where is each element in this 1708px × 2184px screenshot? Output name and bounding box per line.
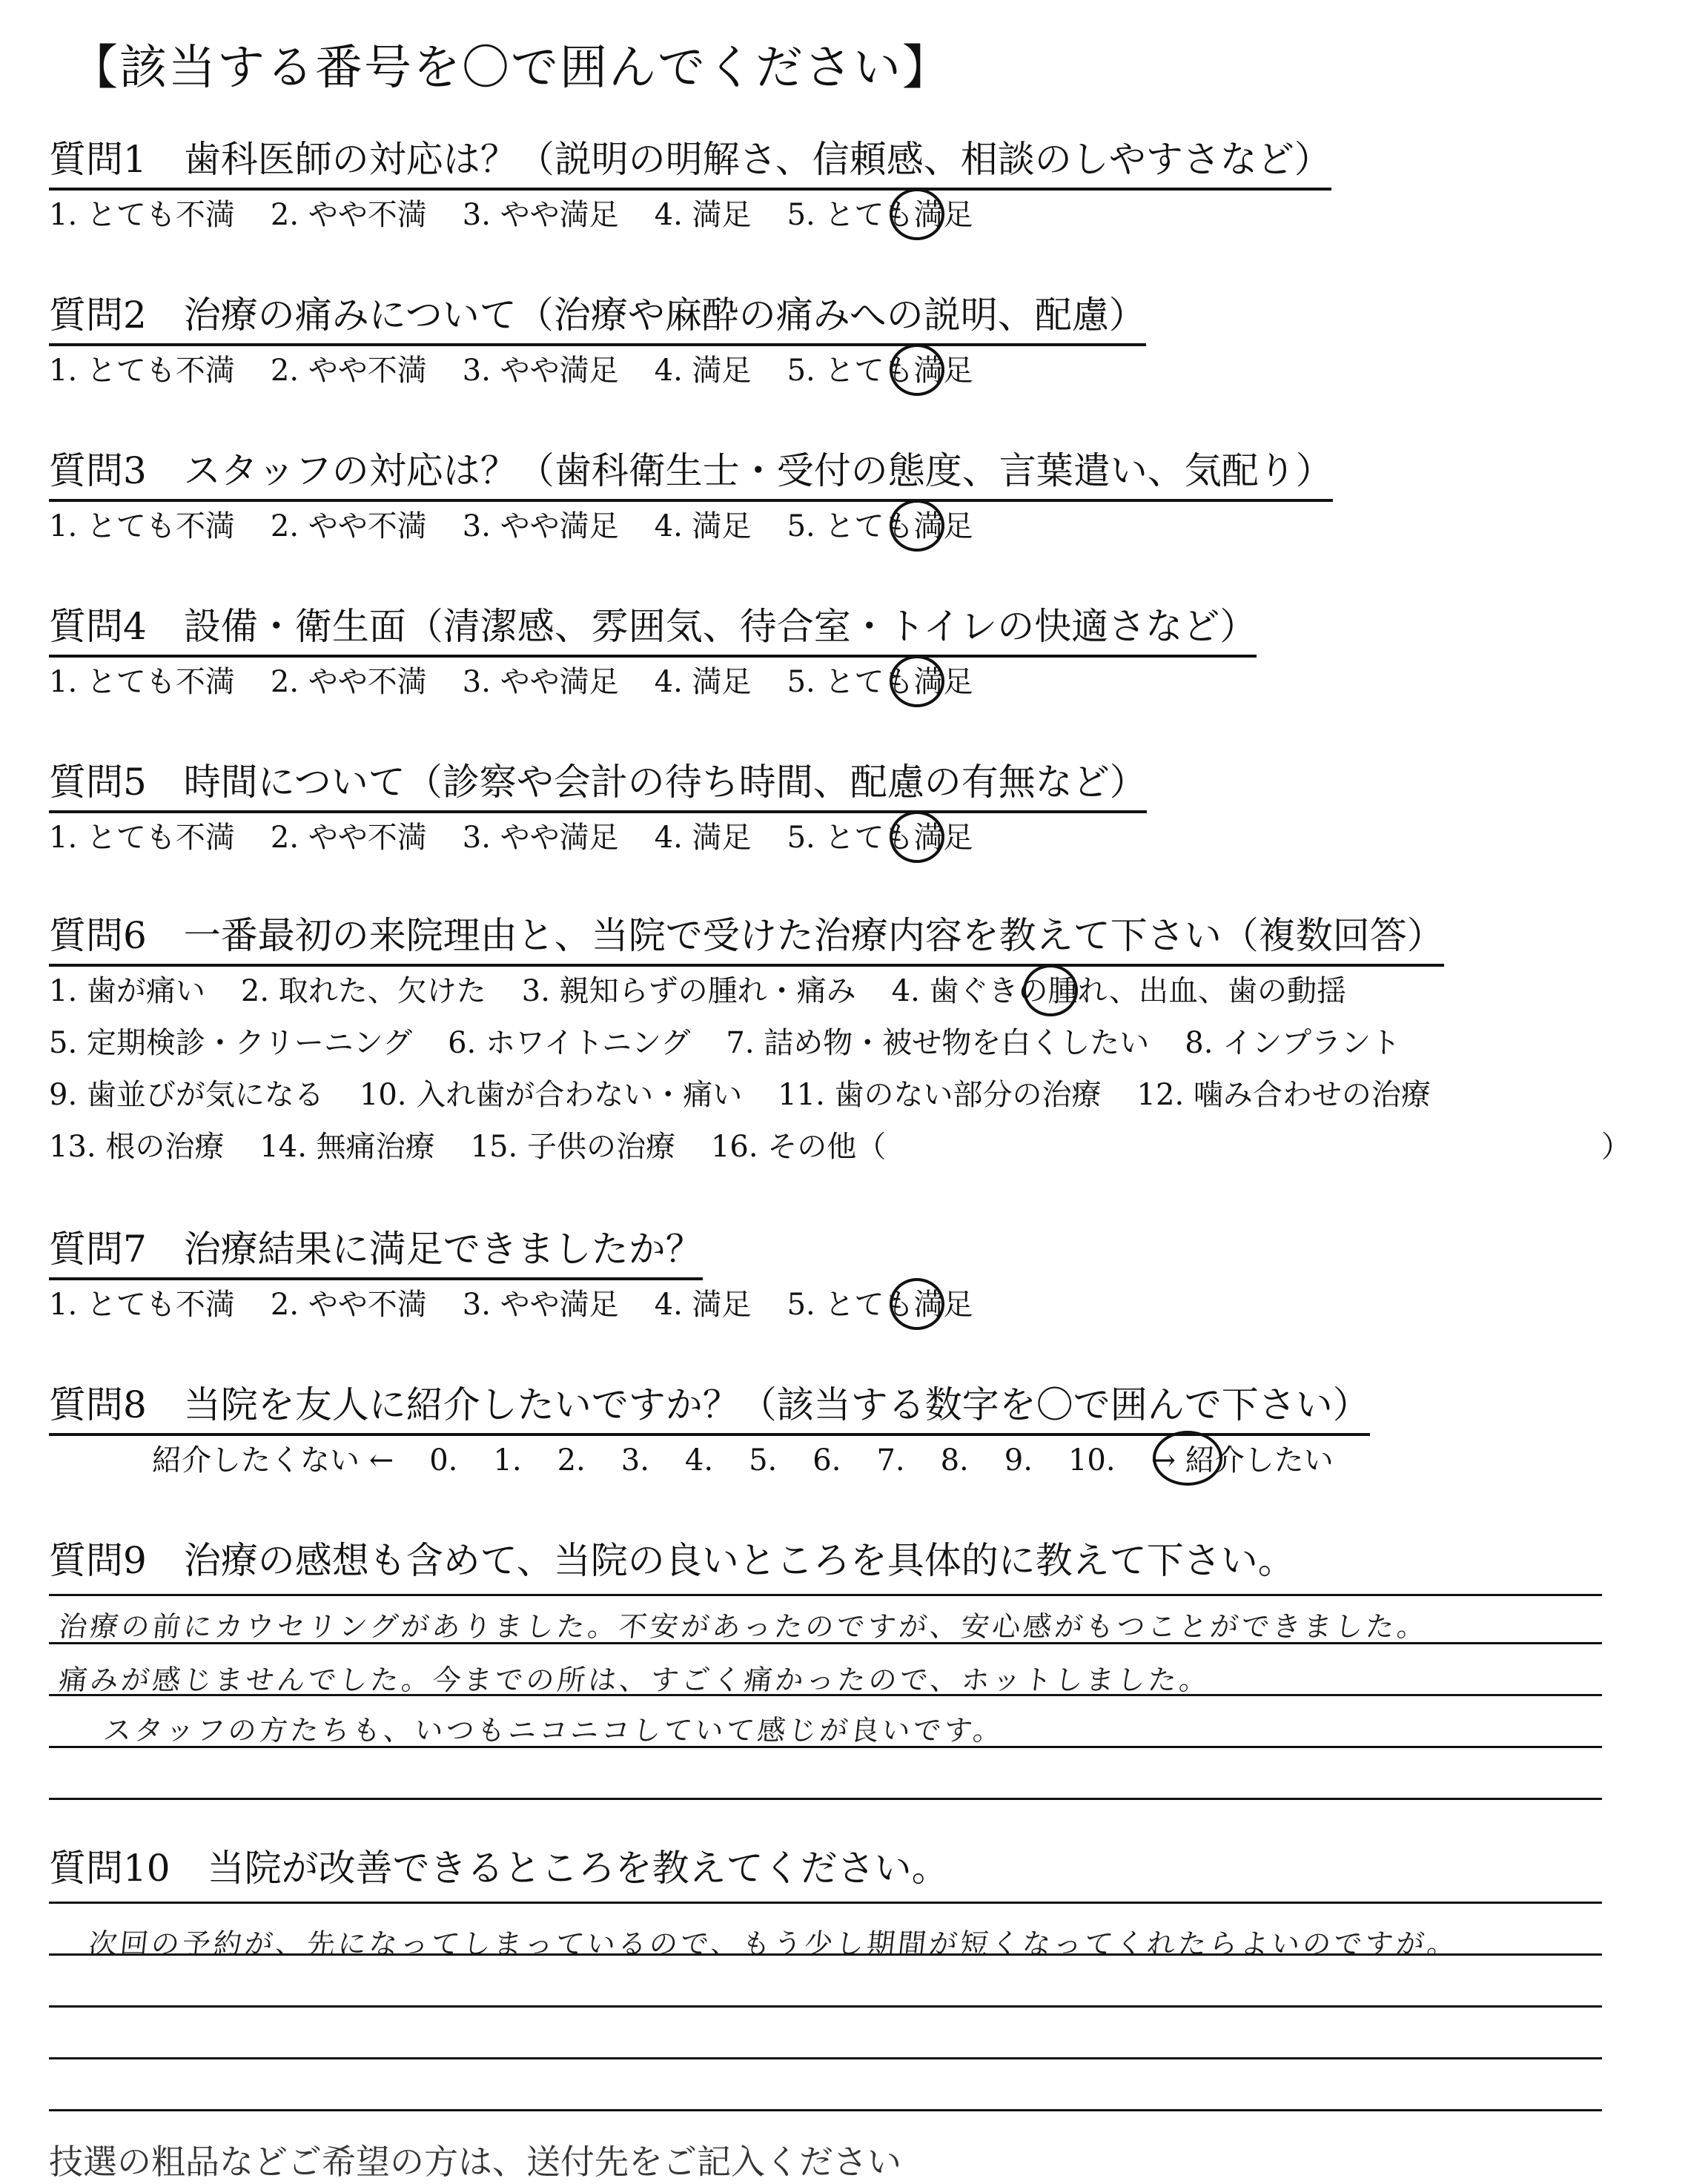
answer-circle-q5 xyxy=(890,811,944,863)
answer-circle-q3 xyxy=(890,500,944,552)
option-8[interactable]: 8. インプラント xyxy=(1185,1026,1401,1060)
option-1[interactable]: 1. とても不満 xyxy=(49,1288,235,1322)
option-11[interactable]: 11. 歯のない部分の治療 xyxy=(778,1078,1102,1112)
nps-3[interactable]: 3. xyxy=(620,1443,649,1477)
nps-6[interactable]: 6. xyxy=(812,1443,841,1477)
q9-answer-line-1[interactable]: 治療の前にカウセリングがありました。不安があったのですが、安心感がもつことができました。 xyxy=(57,1610,1430,1643)
nps-2[interactable]: 2. xyxy=(557,1443,586,1477)
option-1[interactable]: 1. とても不満 xyxy=(49,354,235,388)
option-3[interactable]: 3. やや満足 xyxy=(462,354,619,388)
answer-circle-q1 xyxy=(890,188,944,240)
ruled-line xyxy=(49,2109,1602,2111)
question-5-label: 質問5 時間について（診察や会計の待ち時間、配慮の有無など） xyxy=(49,752,1147,813)
option-2[interactable]: 2. やや不満 xyxy=(270,665,427,699)
option-4[interactable]: 4. 満足 xyxy=(654,665,752,699)
question-10-label: 質問10 当院が改善できるところを教えてください。 xyxy=(49,1847,949,1890)
nps-10[interactable]: 10. xyxy=(1068,1443,1116,1477)
option-6[interactable]: 6. ホワイトニング xyxy=(448,1026,691,1060)
option-4[interactable]: 4. 満足 xyxy=(654,198,752,232)
option-1[interactable]: 1. とても不満 xyxy=(49,509,235,543)
question-5-options xyxy=(49,814,1008,856)
option-9[interactable]: 9. 歯並びが気になる xyxy=(49,1078,324,1112)
question-1-options xyxy=(49,191,1008,234)
question-3-options xyxy=(49,503,1008,545)
option-5[interactable]: 5. 定期検診・クリーニング xyxy=(49,1026,413,1060)
question-6-row-3 xyxy=(49,1071,1466,1113)
option-1[interactable]: 1. 歯が痛い xyxy=(49,974,205,1008)
other-close-paren: ） xyxy=(1601,1130,1631,1164)
q9-answer-line-2[interactable]: 痛みが感じませんでした。今までの所は、すごく痛かったので、ホットしました。 xyxy=(57,1664,1213,1696)
question-6-row-2 xyxy=(49,1019,1436,1062)
ruled-line xyxy=(49,2057,1602,2059)
option-4[interactable]: 4. 満足 xyxy=(654,354,752,388)
option-3[interactable]: 3. やや満足 xyxy=(462,198,619,232)
ruled-line xyxy=(49,1798,1602,1800)
nps-1[interactable]: 1. xyxy=(493,1443,522,1477)
option-5[interactable]: 5. とても満足 xyxy=(787,354,973,388)
question-7-label: 質問7 治療結果に満足できましたか？ xyxy=(49,1220,703,1280)
option-13[interactable]: 13. 根の治療 xyxy=(49,1130,225,1164)
answer-circle-q7 xyxy=(890,1278,944,1330)
question-3-label: 質問3 スタッフの対応は？（歯科衛生士・受付の態度、言葉遣い、気配り） xyxy=(49,441,1333,502)
option-3[interactable]: 3. やや満足 xyxy=(462,821,619,855)
question-6-row-4 xyxy=(49,1123,921,1165)
option-2[interactable]: 2. やや不満 xyxy=(270,821,427,855)
option-12[interactable]: 12. 噛み合わせの治療 xyxy=(1136,1078,1431,1112)
question-4-options xyxy=(49,658,1008,701)
ruled-line xyxy=(49,1902,1602,1904)
nps-9[interactable]: 9. xyxy=(1004,1443,1033,1477)
question-2-label: 質問2 治療の痛みについて（治療や麻酔の痛みへの説明、配慮） xyxy=(49,285,1146,346)
option-5[interactable]: 5. とても満足 xyxy=(787,509,973,543)
option-3[interactable]: 3. 親知らずの腫れ・痛み xyxy=(521,974,856,1008)
answer-circle-q8 xyxy=(1153,1431,1222,1486)
option-1[interactable]: 1. とても不満 xyxy=(49,821,235,855)
option-4[interactable]: 4. 満足 xyxy=(654,821,752,855)
option-3[interactable]: 3. やや満足 xyxy=(462,665,619,699)
nps-0[interactable]: 0. xyxy=(429,1443,458,1477)
q9-answer-line-3[interactable]: スタッフの方たちも、いつもニコニコしていて感じが良いです。 xyxy=(102,1714,1006,1747)
option-5[interactable]: 5. とても満足 xyxy=(787,665,973,699)
nps-left-label: 紹介したくない ← xyxy=(152,1443,394,1477)
option-1[interactable]: 1. とても不満 xyxy=(49,198,235,232)
option-5[interactable]: 5. とても満足 xyxy=(787,1288,973,1322)
question-2-options xyxy=(49,347,1008,389)
question-1-label: 質問1 歯科医師の対応は？（説明の明解さ、信頼感、相談のしやすさなど） xyxy=(49,130,1331,191)
answer-circle-q4 xyxy=(890,655,944,707)
answer-circle-q2 xyxy=(890,344,944,396)
nps-7[interactable]: 7. xyxy=(876,1443,905,1477)
question-9-label: 質問9 治療の感想も含めて、当院の良いところを具体的に教えて下さい。 xyxy=(49,1539,1295,1582)
option-2[interactable]: 2. やや不満 xyxy=(270,198,427,232)
option-5[interactable]: 5. とても満足 xyxy=(787,821,973,855)
question-8-label: 質問8 当院を友人に紹介したいですか？（該当する数字を〇で囲んで下さい） xyxy=(49,1375,1370,1436)
option-16[interactable]: 16. その他（ xyxy=(710,1130,887,1164)
option-3[interactable]: 3. やや満足 xyxy=(462,509,619,543)
option-4[interactable]: 4. 歯ぐきの腫れ、出血、歯の動揺 xyxy=(891,974,1346,1008)
page-title: 【該当する番号を〇で囲んでください】 xyxy=(70,41,951,96)
option-14[interactable]: 14. 無痛治療 xyxy=(259,1130,435,1164)
question-7-options xyxy=(49,1281,1008,1323)
q10-answer[interactable]: 次回の予約が、先になってしまっているので、もう少し期間が短くなってくれたらよいのですが。 xyxy=(87,1927,1460,1960)
question-6-label: 質問6 一番最初の来院理由と、当院で受けた治療内容を教えて下さい（複数回答） xyxy=(49,906,1444,967)
nps-4[interactable]: 4. xyxy=(684,1443,714,1477)
ruled-line xyxy=(49,1594,1602,1596)
footer-text: 技選の粗品などご希望の方は、送付先をご記入ください xyxy=(49,2142,901,2182)
answer-circle-q6 xyxy=(1023,964,1078,1016)
option-1[interactable]: 1. とても不満 xyxy=(49,665,235,699)
nps-8[interactable]: 8. xyxy=(940,1443,969,1477)
option-4[interactable]: 4. 満足 xyxy=(654,1288,752,1322)
option-2[interactable]: 2. やや不満 xyxy=(270,1288,427,1322)
option-5[interactable]: 5. とても満足 xyxy=(787,198,973,232)
nps-right-label: → 紹介したい xyxy=(1151,1443,1334,1477)
option-2[interactable]: 2. 取れた、欠けた xyxy=(240,974,486,1008)
option-3[interactable]: 3. やや満足 xyxy=(462,1288,619,1322)
question-4-label: 質問4 設備・衛生面（清潔感、雰囲気、待合室・トイレの快適さなど） xyxy=(49,597,1257,658)
option-2[interactable]: 2. やや不満 xyxy=(270,354,427,388)
nps-5[interactable]: 5. xyxy=(749,1443,778,1477)
option-4[interactable]: 4. 満足 xyxy=(654,509,752,543)
option-2[interactable]: 2. やや不満 xyxy=(270,509,427,543)
option-10[interactable]: 10. 入れ歯が合わない・痛い xyxy=(359,1078,743,1112)
option-7[interactable]: 7. 詰め物・被せ物を白くしたい xyxy=(726,1026,1150,1060)
ruled-line xyxy=(49,2005,1602,2008)
option-15[interactable]: 15. 子供の治療 xyxy=(470,1130,675,1164)
question-6-row-1 xyxy=(49,967,1382,1010)
